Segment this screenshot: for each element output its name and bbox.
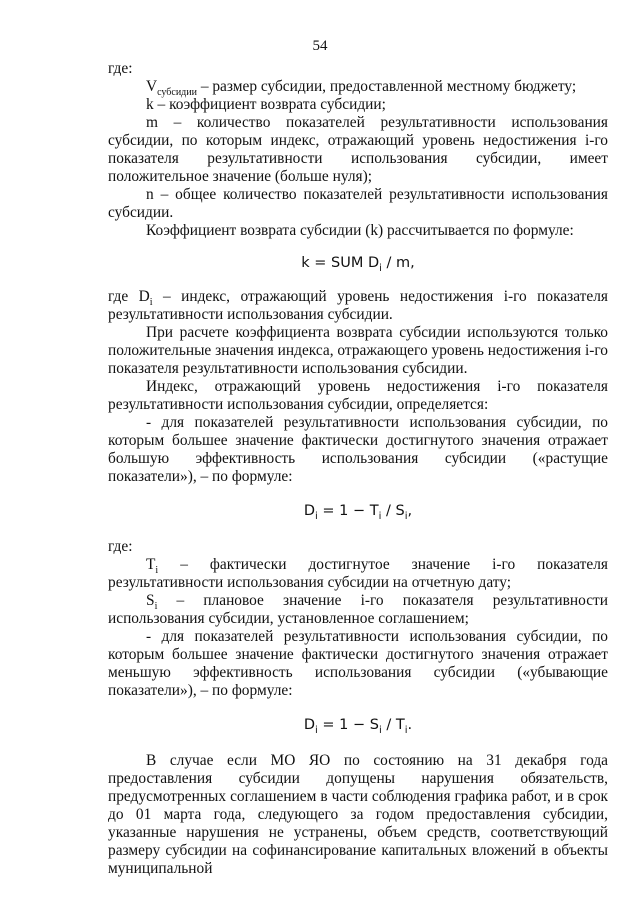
formula-growing: $D_i = 1 - T_i / S_i$,: [303, 503, 413, 522]
definition-n: n – общее количество показателей результативности использования субсидии.: [108, 186, 608, 221]
decreasing-indicators-clause: - для показателей результативности использования субсидии, по которым большее значение фактически достигнутого значения отражает меньшую эффективность использования субсидии («убывающие показатели»), – по формуле:: [108, 628, 608, 699]
where-label-2: где:: [108, 538, 133, 555]
definition-si: $S_i$ – плановое значение i-го показателя результативности использования субсидии, установленное соглашением;: [108, 592, 608, 627]
document-body: [108, 60, 608, 878]
positive-values-note: При расчете коэффициента возврата субсидии используются только положительные значения индекса, отражающего уровень недостижения i-го показателя результативности использования субсидии.: [108, 324, 608, 377]
definition-ti: $T_i$ – фактически достигнутое значение i-го показателя результативности использования субсидии на отчетную дату;: [108, 556, 608, 591]
definition-m: m – количество показателей результативности использования субсидии, по которым индекс, отражающий уровень недостижения i-го показателя результативности использования субсидии, имеет положительное значение (больше нуля);: [108, 114, 608, 185]
formula-decreasing: $D_i = 1 - S_i / T_i$.: [303, 717, 413, 736]
page-number: 54: [312, 38, 328, 54]
violations-paragraph: В случае если МО ЯО по состоянию на 31 декабря года предоставления субсидии допущены нарушения обязательств, предусмотренных соглашением в части соблюдения графика работ, и в срок до 01 марта года, следующего за годом предоставления субсидии, указанные нарушения не устранены, объем средств, соответствующий размеру субсидии на софинансирование капитальных вложений в объекты муниципальной: [108, 752, 608, 877]
where-label: где:: [108, 60, 133, 77]
definition-di: где $D_i$ – индекс, отражающий уровень недостижения i-го показателя результативности использования субсидии.: [108, 288, 608, 323]
formula-k: k = SUM $D_i$ / m,: [301, 255, 415, 274]
definition-k: k – коэффициент возврата субсидии;: [146, 96, 386, 113]
definition-v-subsidy: $V_{субсидии}$ – размер субсидии, предоставленной местному бюджету;: [146, 78, 577, 99]
growing-indicators-clause: - для показателей результативности использования субсидии, по которым большее значение фактически достигнутого значения отражает большую эффективность использования субсидии («растущие показатели»), – по формуле:: [108, 414, 608, 485]
index-definition-intro: Индекс, отражающий уровень недостижения i-го показателя результативности использования субсидии, определяется:: [108, 378, 608, 413]
coefficient-intro: Коэффициент возврата субсидии (k) рассчитывается по формуле:: [146, 222, 574, 239]
